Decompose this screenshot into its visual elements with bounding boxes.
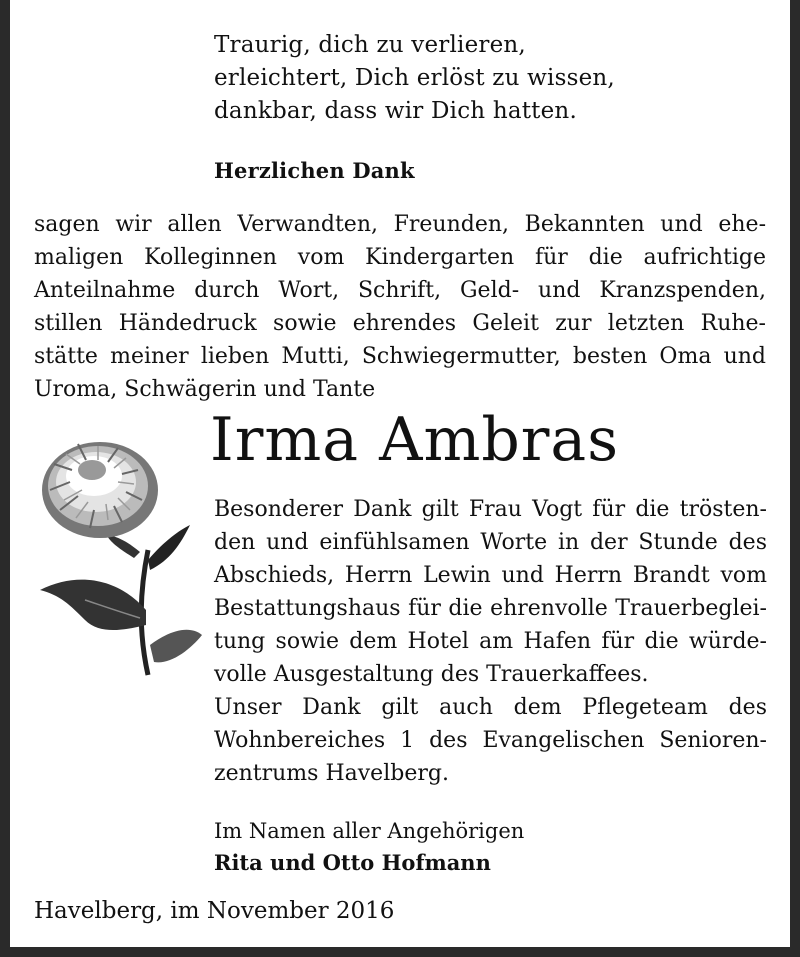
place-and-date: Havelberg, im November 2016 — [34, 898, 395, 924]
poem-line-3: dankbar, dass wir Dich hatten. — [214, 98, 577, 124]
chrysanthemum-flower-image — [30, 430, 210, 680]
signers-name: Rita und Otto Hofmann — [214, 850, 491, 875]
intro-line-2: maligen Kolleginnen vom Kindergarten für die aufrichtige — [34, 245, 766, 270]
thanks-line-8: Wohnbereiches 1 des Evangelischen Senioren- — [214, 728, 767, 753]
thanks-line-6: volle Ausgestaltung des Trauerkaffees. — [214, 662, 649, 687]
thanks-line-9: zentrums Havelberg. — [214, 761, 449, 786]
poem-line-2: erleichtert, Dich erlöst zu wissen, — [214, 65, 615, 91]
thanks-line-1: Besonderer Dank gilt Frau Vogt für die trösten- — [214, 497, 767, 522]
thanks-line-7: Unser Dank gilt auch dem Pflegeteam des — [214, 695, 767, 720]
obituary-notice — [10, 0, 790, 947]
on-behalf-line: Im Namen aller Angehörigen — [214, 819, 525, 843]
intro-line-5: stätte meiner lieben Mutti, Schwiegermutter, besten Oma und — [34, 344, 766, 369]
thanks-line-5: tung sowie dem Hotel am Hafen für die würde- — [214, 629, 767, 654]
thanks-heading: Herzlichen Dank — [214, 158, 415, 183]
thanks-line-4: Bestattungshaus für die ehrenvolle Trauerbeglei- — [214, 596, 767, 621]
intro-line-6: Uroma, Schwägerin und Tante — [34, 377, 376, 402]
intro-line-1: sagen wir allen Verwandten, Freunden, Bekannten und ehe- — [34, 212, 766, 237]
intro-line-4: stillen Händedruck sowie ehrendes Geleit zur letzten Ruhe- — [34, 311, 766, 336]
intro-line-3: Anteilnahme durch Wort, Schrift, Geld- und Kranzspenden, — [34, 278, 766, 303]
thanks-line-3: Abschieds, Herrn Lewin und Herrn Brandt vom — [214, 563, 767, 588]
deceased-name: Irma Ambras — [210, 405, 619, 475]
poem-line-1: Traurig, dich zu verlieren, — [214, 32, 526, 58]
thanks-line-2: den und einfühlsamen Worte in der Stunde des — [214, 530, 767, 555]
